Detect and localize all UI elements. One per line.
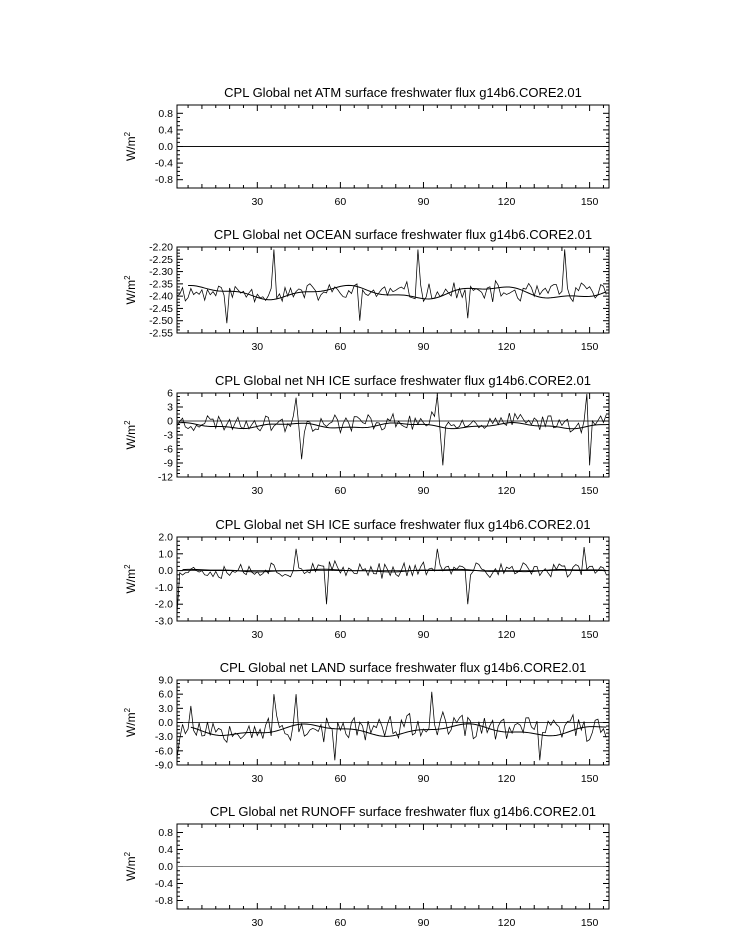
y-tick-label: 0.0	[158, 861, 173, 873]
panel-4	[123, 517, 609, 641]
series-line-monthly	[177, 547, 606, 614]
y-tick-label: -0.8	[154, 895, 173, 907]
y-tick-label: -1.0	[154, 581, 173, 594]
y-axis-label: $W/m^2$	[123, 851, 138, 882]
x-tick-label: 30	[251, 485, 264, 497]
y-tick-label: -2.50	[149, 315, 173, 328]
x-tick-label: 150	[580, 917, 599, 929]
y-axis-label: $W/m^2$	[123, 275, 138, 305]
y-tick-label: 0.4	[158, 844, 173, 856]
y-tick-label: -3.0	[154, 731, 173, 744]
x-tick-label: 30	[251, 773, 264, 785]
chart-title: CPL Global net LAND surface freshwater flux g14b6.CORE2.01	[219, 660, 587, 675]
y-tick-label: -0.8	[154, 174, 173, 187]
y-tick-label: 6.0	[158, 688, 173, 701]
series-line-monthly	[177, 249, 606, 323]
panel-1	[123, 85, 609, 208]
y-tick-label: 3.0	[158, 702, 173, 715]
x-tick-label: 120	[497, 773, 516, 785]
x-tick-label: 30	[251, 341, 264, 353]
x-tick-label: 60	[334, 917, 347, 929]
x-tick-label: 60	[334, 485, 347, 497]
y-tick-label: -6.0	[154, 745, 173, 758]
x-tick-label: 30	[251, 629, 264, 641]
y-tick-label: 0.0	[158, 717, 173, 729]
y-tick-label: -12	[157, 471, 173, 484]
x-tick-label: 150	[580, 629, 599, 641]
y-tick-label: -2.40	[149, 290, 173, 303]
y-tick-label: 1.0	[158, 548, 173, 561]
plot-frame	[177, 393, 609, 477]
x-tick-label: 60	[334, 629, 347, 641]
y-axis-label: $W/m^2$	[123, 707, 138, 738]
y-tick-label: -2.35	[149, 278, 173, 291]
x-tick-label: 120	[497, 196, 516, 208]
x-tick-label: 60	[334, 196, 347, 208]
x-tick-label: 120	[497, 917, 516, 929]
series-line-smooth	[177, 423, 606, 429]
series-line-monthly	[177, 692, 606, 760]
y-tick-label: -2.55	[149, 327, 173, 340]
y-tick-label: -2.25	[149, 253, 173, 266]
x-tick-label: 150	[580, 485, 599, 497]
y-tick-label: -9	[163, 457, 173, 470]
panel-5	[123, 660, 609, 785]
y-tick-label: 9.0	[158, 674, 173, 687]
chart-title: CPL Global net ATM surface freshwater flux g14b6.CORE2.01	[224, 85, 582, 100]
y-tick-label: -2.20	[149, 241, 173, 254]
y-axis-label: $W/m^2$	[123, 131, 138, 162]
panel-3	[123, 373, 609, 497]
x-tick-label: 90	[417, 629, 430, 641]
panel-6	[123, 804, 609, 929]
y-tick-label: 0.8	[158, 107, 173, 120]
x-tick-label: 90	[417, 341, 430, 353]
x-tick-label: 30	[251, 917, 264, 929]
plot-frame	[177, 247, 609, 333]
y-axis-label: $W/m^2$	[123, 564, 138, 594]
y-tick-label: 2.0	[158, 531, 173, 544]
y-axis-label: $W/m^2$	[123, 420, 138, 450]
y-tick-label: -2.0	[154, 598, 173, 611]
y-tick-label: -9.0	[154, 759, 173, 772]
x-tick-label: 90	[417, 196, 430, 208]
x-tick-label: 150	[580, 773, 599, 785]
chart-title: CPL Global net RUNOFF surface freshwater flux g14b6.CORE2.01	[209, 804, 597, 819]
series-line-smooth	[191, 724, 606, 737]
x-tick-label: 90	[417, 917, 430, 929]
y-tick-label: -3	[163, 429, 173, 442]
plot-frame	[177, 537, 609, 621]
y-tick-label: 0.0	[158, 141, 173, 153]
y-tick-label: 0.4	[158, 124, 173, 137]
x-tick-label: 120	[497, 341, 516, 353]
x-tick-label: 150	[580, 341, 599, 353]
x-tick-label: 90	[417, 485, 430, 497]
y-tick-label: 3	[167, 401, 173, 414]
series-line-monthly	[177, 394, 606, 465]
y-tick-label: 0	[167, 415, 173, 428]
y-tick-label: -0.4	[154, 157, 173, 170]
y-tick-label: -2.30	[149, 266, 173, 279]
y-tick-label: -0.4	[154, 878, 173, 890]
y-tick-label: -6	[163, 443, 173, 456]
x-tick-label: 150	[580, 196, 599, 208]
y-tick-label: -2.45	[149, 302, 173, 315]
series-line-smooth	[188, 285, 606, 299]
x-tick-label: 120	[497, 485, 516, 497]
x-tick-label: 60	[334, 773, 347, 785]
x-tick-label: 90	[417, 773, 430, 785]
x-tick-label: 120	[497, 629, 516, 641]
x-tick-label: 30	[251, 196, 264, 208]
x-tick-label: 60	[334, 341, 347, 353]
y-tick-label: -3.0	[154, 615, 173, 628]
y-tick-label: 6	[167, 387, 173, 400]
chart-title: CPL Global net NH ICE surface freshwater flux g14b6.CORE2.01	[215, 373, 591, 388]
y-tick-label: 0.8	[158, 827, 173, 839]
panel-2	[123, 227, 609, 353]
chart-title: CPL Global net SH ICE surface freshwater flux g14b6.CORE2.01	[215, 517, 591, 532]
chart-title: CPL Global net OCEAN surface freshwater flux g14b6.CORE2.01	[213, 227, 593, 242]
y-tick-label: 0.0	[158, 565, 173, 578]
